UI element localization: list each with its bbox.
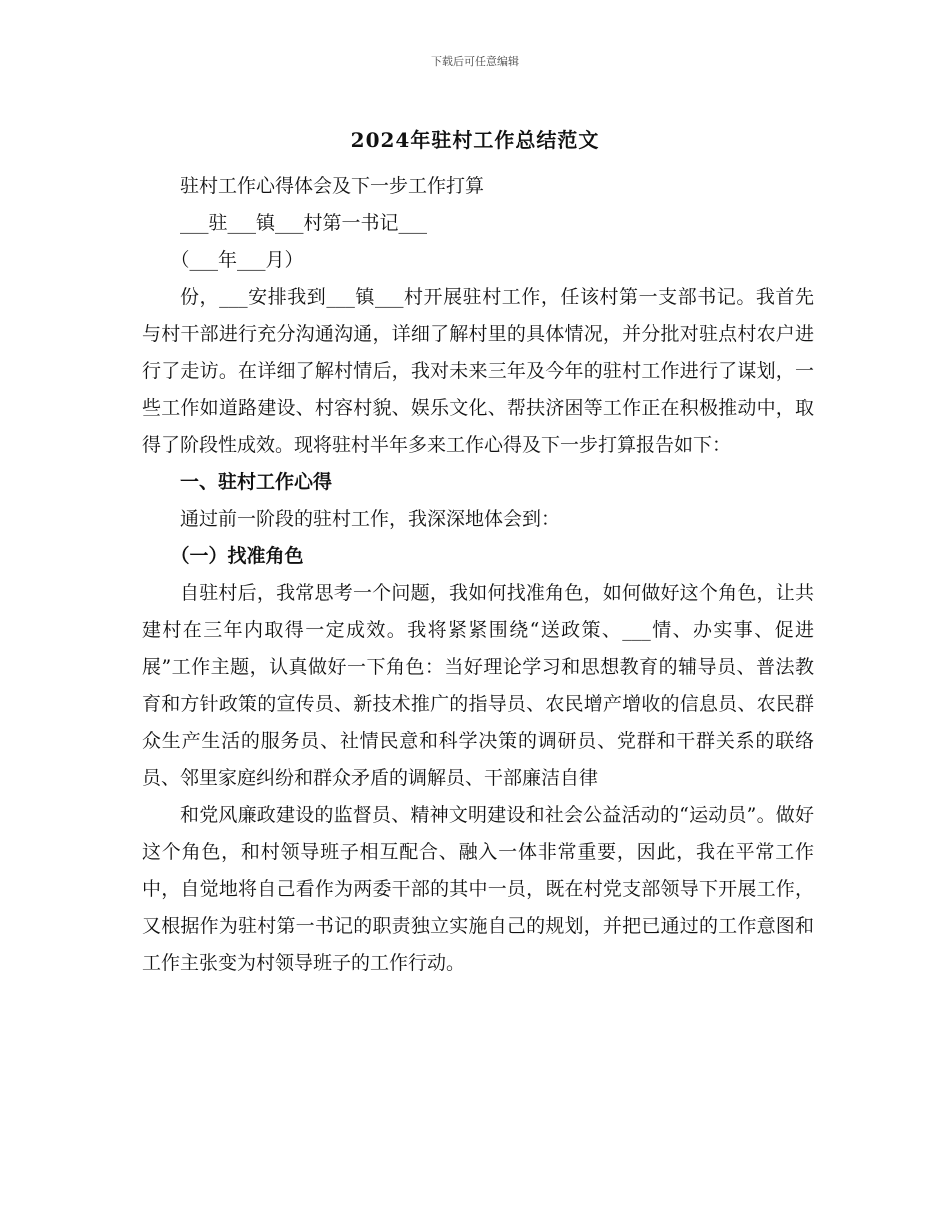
document-body [142, 168, 814, 982]
role-paragraph-continued: 和党风廉政建设的监督员、精神文明建设和社会公益活动的“运动员”。做好这个角色，和村领导班子相互配合、融入一体非常重要，因此，我在平常工作中，自觉地将自己看作为两委干部的其中一员，既在村党支部领导下开展工作，又根据作为驻村第一书记的职责独立实施自己的规划，并把已通过的工作意图和工作主张变为村领导班子的工作行动。 [142, 804, 814, 974]
subtitle-line: 驻村工作心得体会及下一步工作打算 [180, 175, 485, 197]
author-line: ___驻___镇___村第一书记___ [180, 212, 428, 234]
document-title: 2024年驻村工作总结范文 [350, 128, 600, 152]
role-paragraph: 自驻村后，我常思考一个问题，我如何找准角色，如何做好这个角色，让共建村在三年内取得一定成效。我将紧紧围绕“送政策、___情、办实事、促进展”工作主题，认真做好一下角色：当好理论学习和思想教育的辅导员、普法教育和方针政策的宣传员、新技术推广的指导员、农民增产增收的信息员、农民群众生产生活的服务员、社情民意和科学决策的调研员、党群和干群关系的联络员、邻里家庭纠纷和群众矛盾的调解员、干部廉洁自律 [142, 582, 814, 789]
section-heading-1: 一、驻村工作心得 [180, 471, 333, 493]
date-line: （___年___月） [170, 249, 304, 271]
page-header: 下载后可任意编辑 [431, 55, 519, 68]
subsection-heading-1: （一）找准角色 [170, 545, 304, 567]
section-intro-paragraph: 通过前一阶段的驻村工作，我深深地体会到： [180, 508, 561, 530]
intro-paragraph: 份，___安排我到___镇___村开展驻村工作，任该村第一支部书记。我首先与村干部进行充分沟通沟通，详细了解村里的具体情况，并分批对驻点村农户进行了走访。在详细了解村情后，我对未来三年及今年的驻村工作进行了谋划，一些工作如道路建设、村容村貌、娱乐文化、帮扶济困等工作正在积极推动中，取得了阶段性成效。现将驻村半年多来工作心得及下一步打算报告如下： [142, 286, 814, 456]
